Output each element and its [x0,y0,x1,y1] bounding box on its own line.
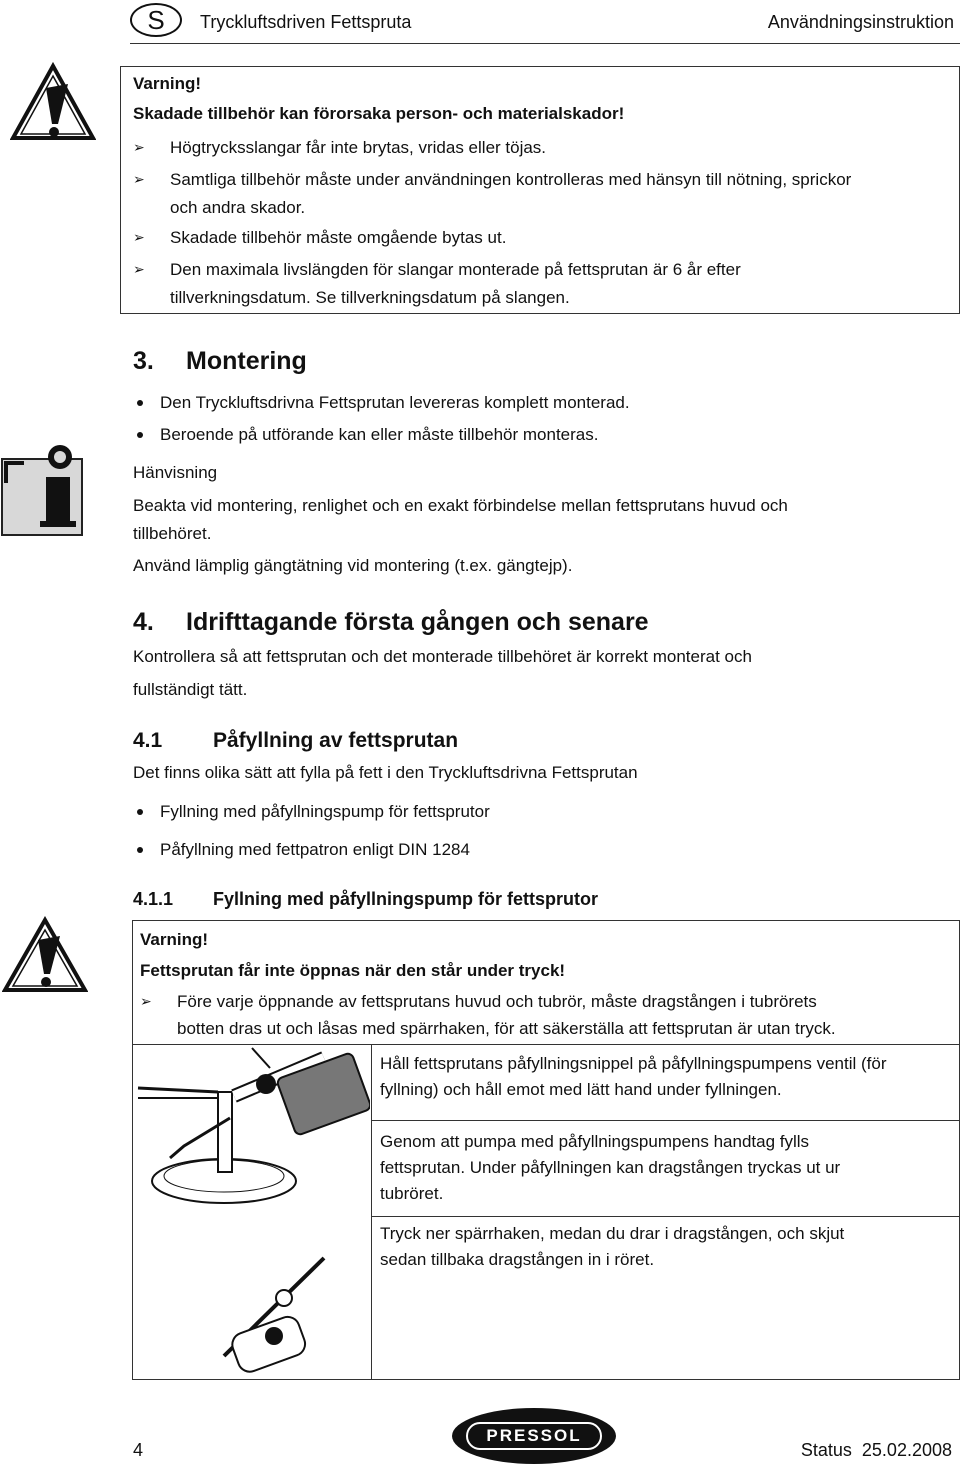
pressol-logo-inner [466,1422,602,1450]
pressol-logo [452,1408,616,1464]
bullet-dot [137,400,143,406]
section-41-bullet: Påfyllning med fettpatron enligt DIN 1284 [160,840,470,859]
step-2-line: Genom att pumpa med påfyllningspumpens handtag fylls [380,1132,810,1151]
step-1-line: fyllning) och håll emot med lätt hand under fyllningen. [380,1080,782,1099]
arrow-bullet-icon: ➢ [140,994,152,1010]
warning-headline: Skadade tillbehör kan förorsaka person- och materialskador! [133,104,625,123]
warning-item-cont: och andra skador. [170,198,306,217]
arrow-bullet-icon: ➢ [133,172,145,188]
warning-label: Varning! [140,930,209,949]
note-label: Hänvisning [133,463,218,482]
section-3-bullet: Beroende på utförande kan eller måste tillbehör monteras. [160,425,599,444]
pressol-logo-text: PRESSOL [486,1426,582,1445]
warning-triangle-icon [10,62,96,153]
warning-triangle-icon [2,916,88,1001]
table-rule [371,1216,960,1217]
step-3-line: sedan tillbaka dragstången in i röret. [380,1250,655,1269]
warning-item: Före varje öppnande av fettsprutans huvud och tubrör, måste dragstången i tubrörets [177,992,817,1011]
section-41-bullet: Fyllning med påfyllningspump för fettsprutor [160,802,490,821]
note-line: tillbehöret. [133,524,212,543]
step-3-line: Tryck ner spärrhaken, medan du drar i dragstången, och skjut [380,1224,845,1243]
header-doc-type: Användningsinstruktion [767,12,954,32]
section-411-number: 4.1.1 [133,889,174,909]
warning-label: Varning! [133,74,202,93]
section-4-title: Idrifttagande första gången och senare [186,608,649,636]
warning-item: Skadade tillbehör måste omgående bytas ut. [170,228,507,247]
section-4-line: fullständigt tätt. [133,680,248,699]
step-2-line: tubröret. [380,1184,444,1203]
warning-headline: Fettsprutan får inte öppnas när den står under tryck! [140,961,566,980]
section-3-bullet: Den Tryckluftsdrivna Fettsprutan levereras komplett monterad. [160,393,630,412]
section-411-title: Fyllning med påfyllningspump för fettsprutor [213,889,598,909]
step-2-line: fettsprutan. Under påfyllningen kan dragstången tryckas ut ur [380,1158,841,1177]
bullet-dot [137,847,143,853]
filling-pump-illustration [134,1046,370,1383]
table-rule [371,1120,960,1121]
header-title: Tryckluftsdriven Fettspruta [200,12,412,32]
note-line: Använd lämplig gängtätning vid montering (t.ex. gängtejp). [133,556,573,575]
arrow-bullet-icon: ➢ [133,262,145,278]
section-4-number: 4. [133,608,154,636]
arrow-bullet-icon: ➢ [133,230,145,246]
arrow-bullet-icon: ➢ [133,140,145,156]
section-3-title: Montering [186,347,307,375]
header-rule [130,43,960,44]
status-date: Status 25.02.2008 [800,1440,952,1460]
bullet-dot [137,809,143,815]
header-logo-letter: S [147,5,165,35]
bullet-dot [137,432,143,438]
section-41-number: 4.1 [133,729,163,752]
warning-item: Den maximala livslängden för slangar monterade på fettsprutan är 6 år efter [170,260,741,279]
warning-item: Högtrycksslangar får inte brytas, vridas eller töjas. [170,138,547,157]
table-divider [371,1044,372,1380]
header-logo [130,3,182,37]
warning-item-cont: tillverkningsdatum. Se tillverkningsdatum på slangen. [170,288,570,307]
warning-item-cont: botten dras ut och låsas med spärrhaken, för att säkerställa att fettsprutan är utan tryck. [177,1019,836,1038]
note-line: Beakta vid montering, renlighet och en exakt förbindelse mellan fettsprutans huvud och [133,496,788,515]
page-number: 4 [133,1440,144,1460]
section-3-number: 3. [133,347,154,375]
section-41-title: Påfyllning av fettsprutan [213,729,459,752]
section-4-line: Kontrollera så att fettsprutan och det monterade tillbehöret är korrekt monterat och [133,647,752,666]
info-icon [0,443,90,544]
warning-item: Samtliga tillbehör måste under användningen kontrolleras med hänsyn till nötning, sprickor [170,170,852,189]
step-1-line: Håll fettsprutans påfyllningsnippel på påfyllningspumpens ventil (för [380,1054,887,1073]
section-41-intro: Det finns olika sätt att fylla på fett i den Tryckluftsdrivna Fettsprutan [133,763,638,782]
table-rule [132,1044,960,1045]
